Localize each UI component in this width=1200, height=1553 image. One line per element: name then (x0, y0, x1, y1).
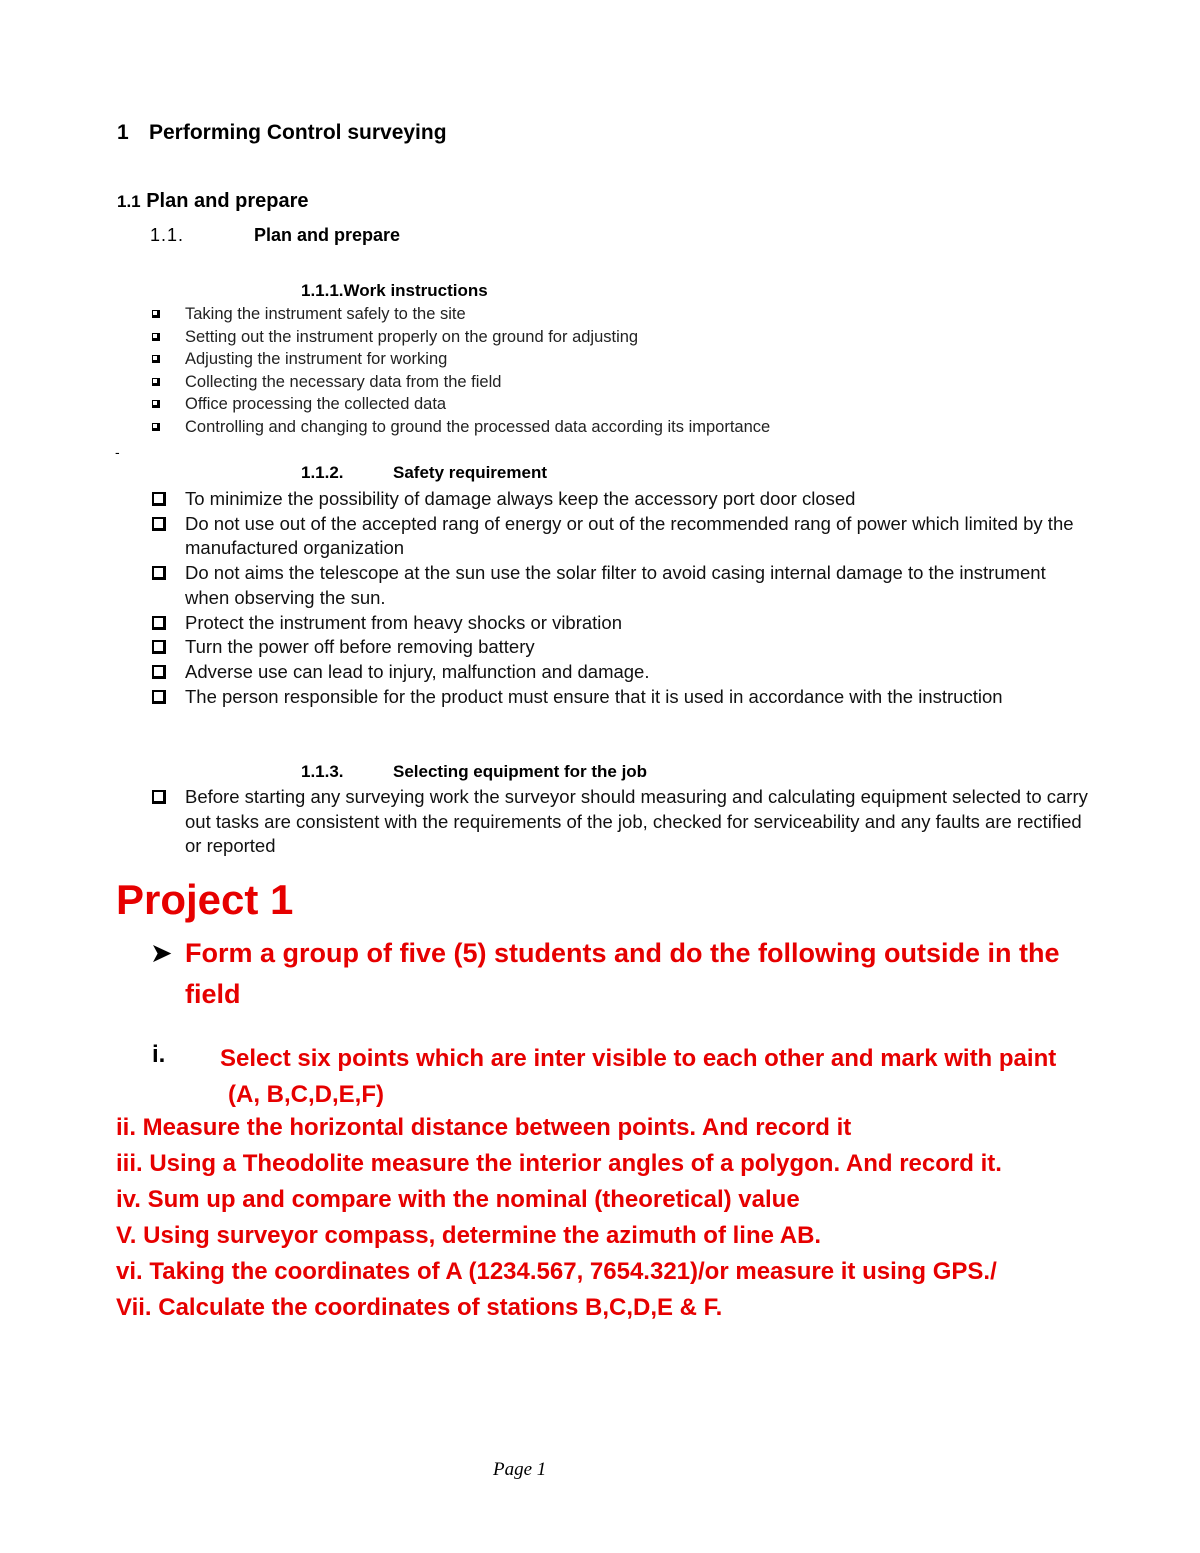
list-item: Protect the instrument from heavy shocks or vibration (150, 611, 1095, 636)
list-item: Do not use out of the accepted rang of energy or out of the recommended rang of power which limited by the manufactured organization (150, 512, 1095, 561)
safety-list (150, 487, 1095, 709)
equipment-heading (301, 762, 647, 782)
heading-1-text: Performing Control surveying (149, 121, 447, 144)
page-number: Page 1 (493, 1459, 547, 1480)
project-title: Project 1 (116, 876, 294, 923)
task-vi: vi. Taking the coordinates of A (1234.567, 7654.321)/or measure it using GPS./ (116, 1258, 997, 1285)
task-i-text (220, 1041, 1130, 1113)
list-item: Adverse use can lead to injury, malfunction and damage. (150, 660, 1095, 685)
heading-1 (117, 121, 447, 145)
list-item: Turn the power off before removing battery (150, 635, 1095, 660)
checkbox-bullet-icon (152, 423, 160, 431)
task-i-line-1: Select six points which are inter visible to each other and mark with paint (220, 1045, 1057, 1072)
checkbox-bullet-icon (152, 310, 160, 318)
arrow-item-text: Form a group of five (5) students and do the following outside in the field (185, 938, 1060, 1009)
checkbox-bullet-icon (152, 640, 166, 654)
heading-1-number: 1 (117, 121, 129, 144)
checkbox-bullet-icon (152, 566, 166, 580)
task-v: V. Using surveyor compass, determine the azimuth of line AB. (116, 1222, 822, 1249)
checkbox-bullet-icon (152, 492, 166, 506)
list-item: The person responsible for the product must ensure that it is used in accordance with the instruction (150, 685, 1095, 710)
list-item: Adjusting the instrument for working (150, 348, 770, 371)
equipment-number: 1.1.3. (301, 762, 344, 781)
checkbox-bullet-icon (152, 333, 160, 341)
checkbox-bullet-icon (152, 790, 166, 804)
project-arrow-item (150, 933, 1110, 1015)
checkbox-bullet-icon (152, 517, 166, 531)
heading-2-number: 1.1 (117, 192, 141, 211)
list-item: Taking the instrument safely to the site (150, 303, 770, 326)
work-instructions-list (150, 303, 770, 439)
task-i-label: i. (152, 1041, 166, 1068)
task-ii: ii. Measure the horizontal distance between points. And record it (116, 1114, 852, 1141)
checkbox-bullet-icon (152, 355, 160, 363)
checkbox-bullet-icon (152, 690, 166, 704)
safety-number: 1.1.2. (301, 463, 344, 482)
heading-2-text: Plan and prepare (146, 190, 309, 212)
task-i-line-2: (A, B,C,D,E,F) (228, 1081, 384, 1108)
work-instructions-heading: 1.1.1.Work instructions (301, 281, 488, 300)
checkbox-bullet-icon (152, 400, 160, 408)
task-iii: iii. Using a Theodolite measure the interior angles of a polygon. And record it. (116, 1150, 1002, 1177)
list-item: Collecting the necessary data from the field (150, 371, 770, 394)
equipment-title: Selecting equipment for the job (393, 762, 648, 781)
checkbox-bullet-icon (152, 665, 166, 679)
list-item: Setting out the instrument properly on the ground for adjusting (150, 326, 770, 349)
equipment-list (150, 785, 1095, 859)
checkbox-bullet-icon (152, 616, 166, 630)
heading-3-number: 1.1. (150, 225, 185, 245)
task-iv: iv. Sum up and compare with the nominal (theoretical) value (116, 1186, 800, 1213)
list-item: Before starting any surveying work the surveyor should measuring and calculating equipment selected to carry out tasks are consistent with the requirements of the job, checked for serviceability and any faults are rectified or reported (150, 785, 1095, 859)
safety-heading (301, 463, 547, 483)
list-item: Office processing the collected data (150, 393, 770, 416)
arrow-bullet-icon: ➤ (150, 938, 173, 968)
list-item: To minimize the possibility of damage always keep the accessory port door closed (150, 487, 1095, 512)
safety-title: Safety requirement (393, 463, 547, 482)
list-item: Do not aims the telescope at the sun use the solar filter to avoid casing internal damage to the instrument when observing the sun. (150, 561, 1095, 610)
dash-marker: - (115, 444, 120, 460)
task-vii: Vii. Calculate the coordinates of stations B,C,D,E & F. (116, 1294, 723, 1321)
heading-2 (117, 190, 308, 213)
heading-3 (150, 225, 400, 246)
checkbox-bullet-icon (152, 378, 160, 386)
heading-3-text: Plan and prepare (254, 225, 401, 245)
list-item: Controlling and changing to ground the processed data according its importance (150, 416, 770, 439)
